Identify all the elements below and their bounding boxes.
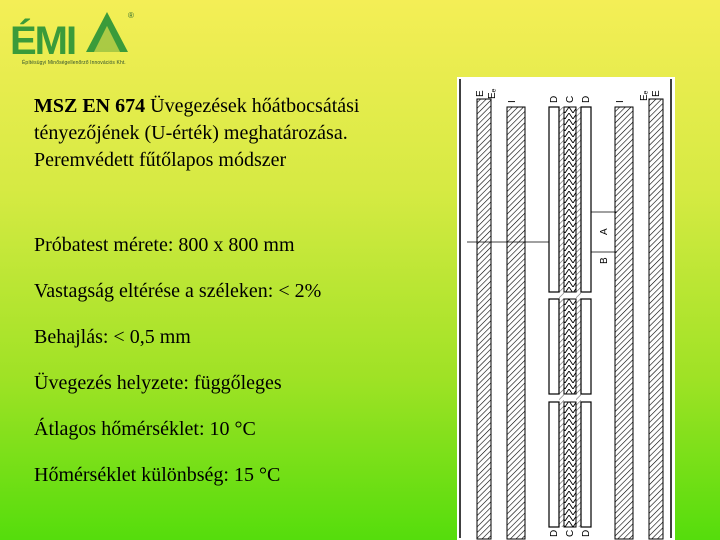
list-item: Próbatest mérete: 800 x 800 mm xyxy=(34,234,295,256)
diagram-label: E xyxy=(475,90,486,97)
emi-logo-graphic xyxy=(8,4,138,64)
plate-e-right xyxy=(649,99,663,539)
standard-code: MSZ EN 674 xyxy=(34,95,146,117)
slide-title xyxy=(34,93,444,174)
diagram-label: D xyxy=(549,95,560,103)
logo-subtitle: Építésügyi Minőségellenőrző Innovációs Kht. xyxy=(22,60,126,66)
plate-d-left-upper xyxy=(549,107,559,292)
diagram-label: C xyxy=(565,95,576,103)
plate-d-left-mid xyxy=(549,299,559,394)
registered-mark: ® xyxy=(128,11,134,20)
edge-guard-left xyxy=(559,107,564,527)
diagram-label: E xyxy=(651,90,662,97)
emi-logo xyxy=(8,4,138,68)
plate-c-upper xyxy=(564,107,576,292)
edge-guard-right xyxy=(576,107,581,527)
list-item: Üvegezés helyzete: függőleges xyxy=(34,372,282,394)
diagram-label: Eₑ xyxy=(487,88,498,99)
plate-d-right-upper xyxy=(581,107,591,292)
list-item: Átlagos hőmérséklet: 10 °C xyxy=(34,418,256,440)
diagram-label: C xyxy=(565,529,576,537)
diagram-label: A xyxy=(599,228,610,235)
diagram-label: I xyxy=(507,100,518,103)
plate-d-right-lower xyxy=(581,402,591,527)
requirements-list xyxy=(34,232,444,508)
list-item: Hőmérséklet különbség: 15 °C xyxy=(34,464,281,486)
diagram-label: B xyxy=(599,257,610,264)
diagram-label: D xyxy=(581,95,592,103)
apparatus-drawing xyxy=(457,77,675,540)
title-description: Üvegezések hőátbocsátási tényezőjének (U-érték) meghatározása. Peremvédett fűtőlapos módszer xyxy=(34,95,360,171)
plate-c-mid xyxy=(564,299,576,394)
list-item: Vastagság eltérése a széleken: < 2% xyxy=(34,280,322,302)
diagram-label: D xyxy=(549,529,560,537)
diagram-label: D xyxy=(581,529,592,537)
diagram-label: I xyxy=(615,100,626,103)
plate-d-right-mid xyxy=(581,299,591,394)
logo-text: ÉMI xyxy=(10,19,76,63)
plate-d-left-lower xyxy=(549,402,559,527)
list-item: Behajlás: < 0,5 mm xyxy=(34,326,191,348)
diagram-label: Eₑ xyxy=(639,90,650,101)
plate-e-left xyxy=(477,99,491,539)
plate-i-left xyxy=(507,107,525,539)
plate-c-lower xyxy=(564,402,576,527)
apparatus-diagram xyxy=(457,77,675,540)
plate-i-right xyxy=(615,107,633,539)
